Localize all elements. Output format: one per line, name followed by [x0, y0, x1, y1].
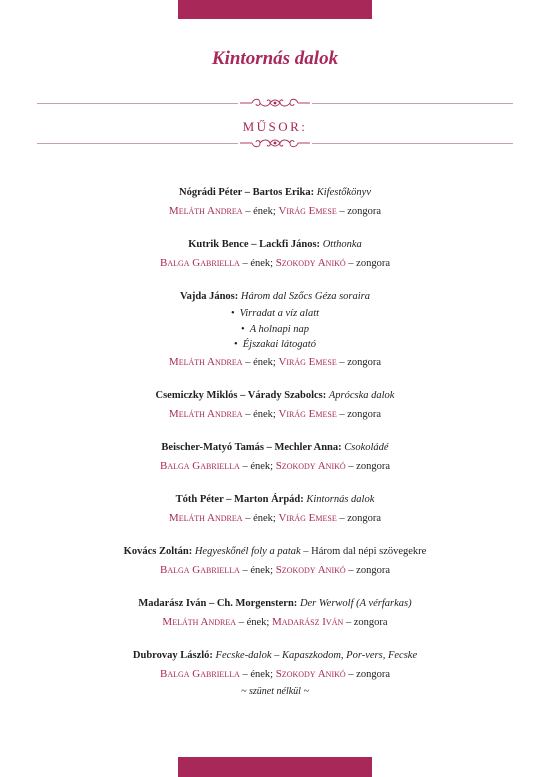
bullet-icon: •	[241, 323, 245, 335]
role-label: – ének;	[239, 564, 276, 576]
role-label: – ének;	[242, 408, 279, 420]
performer-singer: Balga Gabriella	[160, 459, 240, 472]
sub-item: • Éjszakai látogató	[234, 339, 316, 350]
performer-pianist: Szokody Anikó	[275, 563, 346, 576]
role-label: – ének;	[239, 668, 276, 680]
performer-pianist: Virág Emese	[278, 205, 337, 217]
composer: Tóth Péter – Marton Árpád:	[175, 493, 304, 505]
work-subtitle: – Három dal népi szövegekre	[300, 545, 427, 557]
performer-singer: Balga Gabriella	[160, 667, 240, 680]
program-item	[0, 491, 550, 528]
program-item	[0, 647, 550, 684]
composer: Vajda János:	[179, 291, 239, 302]
top-accent-bar	[178, 0, 372, 19]
program-item	[0, 439, 550, 476]
work-title: Kifestőkönyv	[316, 187, 371, 198]
work-title: Három dal Szőcs Géza soraira	[240, 291, 370, 302]
composer: Nógrádi Péter – Bartos Erika:	[179, 187, 315, 198]
role-label: – zongora	[345, 258, 390, 269]
performer-pianist: Madarász Iván	[271, 615, 344, 628]
bullet-icon: •	[230, 308, 235, 319]
page-title: Kintornás dalok	[211, 48, 339, 69]
program-item	[0, 387, 550, 424]
composer: Beischer-Matyó Tamás – Mechler Anna:	[161, 441, 342, 453]
program-item	[0, 184, 550, 221]
role-label: – ének;	[239, 258, 276, 269]
role-label: – zongora	[336, 408, 382, 420]
role-label: – ének;	[242, 512, 279, 524]
role-label: – ének;	[242, 206, 279, 217]
scroll-ornament-icon	[238, 96, 312, 110]
performer-pianist: Szokody Anikó	[275, 257, 346, 269]
work-title: Der Werwolf (A vérfarkas)	[299, 597, 412, 609]
performer-singer: Meláth Andrea	[162, 615, 237, 628]
role-label: – zongora	[336, 206, 382, 217]
performer-pianist: Virág Emese	[278, 511, 337, 524]
work-title: Kintornás dalok	[306, 493, 375, 505]
role-label: – zongora	[343, 616, 388, 628]
role-label: – ének;	[242, 356, 279, 368]
bullet-icon: •	[234, 339, 238, 350]
role-label: – zongora	[345, 460, 390, 472]
sub-item: • Virradat a víz alatt	[230, 308, 320, 319]
bottom-accent-bar	[178, 757, 372, 777]
composer: Madarász Iván – Ch. Morgenstern:	[138, 597, 298, 609]
program-heading: MŰSOR:	[242, 119, 308, 134]
program-item	[0, 288, 550, 372]
work-title: Csokoládé	[344, 441, 389, 453]
scroll-ornament-icon	[238, 136, 312, 150]
role-label: – zongora	[336, 356, 382, 368]
role-label: – zongora	[345, 668, 390, 680]
footnote: ~ szünet nélkül ~	[241, 686, 309, 697]
program-item	[0, 236, 550, 273]
role-label: – ének;	[239, 460, 276, 472]
work-title: Hegyeskőnél foly a patak	[194, 545, 301, 557]
work-title: Otthonka	[322, 239, 362, 250]
performer-singer: Meláth Andrea	[168, 205, 243, 217]
composer: Dubrovay László:	[132, 649, 213, 661]
role-label: – zongora	[345, 564, 390, 576]
composer: Csemiczky Miklós – Várady Szabolcs:	[155, 389, 327, 401]
performer-pianist: Virág Emese	[278, 407, 337, 420]
work-title: Fecske-dalok – Kapaszkodom, Por-vers, Fecske	[215, 649, 418, 661]
performer-singer: Balga Gabriella	[160, 257, 240, 269]
performer-pianist: Szokody Anikó	[275, 459, 346, 472]
sub-item: • A holnapi nap	[241, 323, 309, 335]
program-item	[0, 543, 550, 580]
program-item	[0, 595, 550, 632]
performer-singer: Meláth Andrea	[168, 355, 243, 368]
performer-singer: Meláth Andrea	[168, 407, 243, 420]
performer-pianist: Szokody Anikó	[275, 667, 346, 680]
performer-pianist: Virág Emese	[278, 355, 337, 368]
composer: Kovács Zoltán:	[123, 545, 193, 557]
role-label: – zongora	[336, 512, 382, 524]
performer-singer: Meláth Andrea	[168, 511, 243, 524]
composer: Kutrik Bence – Lackfi János:	[188, 239, 321, 250]
role-label: – ének;	[236, 616, 272, 628]
program-list	[0, 184, 550, 699]
work-title: Aprócska dalok	[328, 389, 395, 401]
performer-singer: Balga Gabriella	[160, 563, 240, 576]
